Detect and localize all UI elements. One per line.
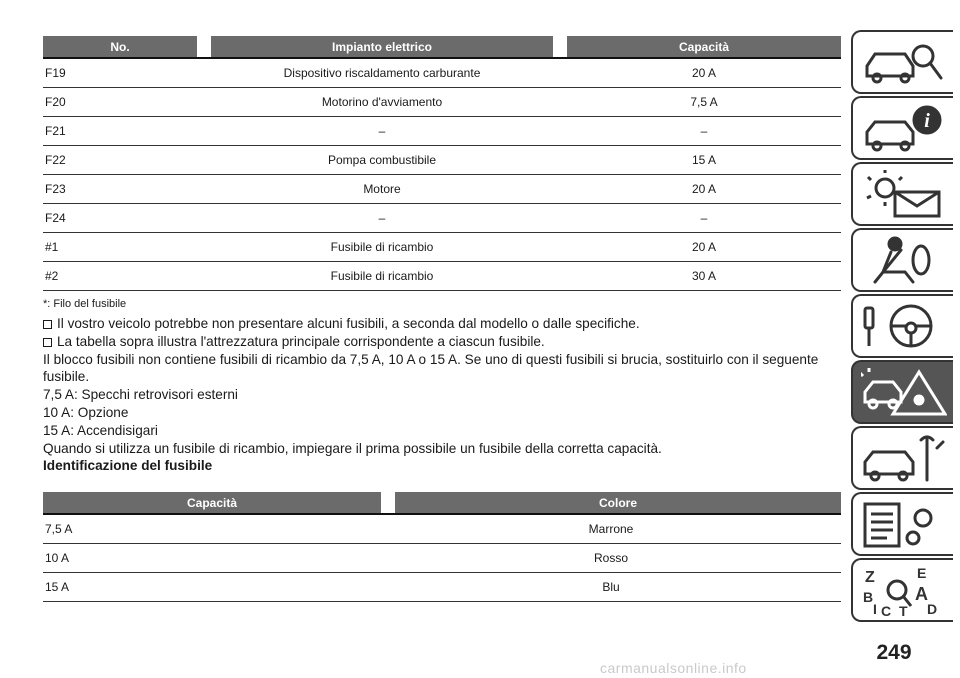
section-heading: Identificazione del fusibile bbox=[43, 458, 213, 474]
fuse-table-header bbox=[43, 36, 841, 58]
table-row: 15 A Blu bbox=[43, 573, 841, 602]
chapter-tabs bbox=[851, 30, 960, 624]
header-no: No. bbox=[43, 36, 197, 58]
svg-text:A: A bbox=[915, 584, 928, 604]
svg-text:i: i bbox=[924, 110, 930, 132]
tab-maintenance[interactable] bbox=[851, 426, 953, 490]
specs-gear-icon bbox=[861, 500, 947, 550]
main-content bbox=[43, 36, 841, 602]
spare-line-1: 7,5 A: Specchi retrovisori esterni bbox=[43, 387, 238, 403]
spare-line-3: 15 A: Accendisigari bbox=[43, 422, 158, 438]
body-text bbox=[43, 315, 841, 475]
seat-airbag-icon bbox=[861, 236, 947, 286]
note-2: La tabella sopra illustra l'attrezzatura principale corrispondente a ciascun fusibile. bbox=[43, 333, 841, 351]
header-impianto: Impianto elettrico bbox=[211, 36, 553, 58]
note-1: Il vostro veicolo potrebbe non presentare alcuni fusibili, a seconda dal modello o dalle specifiche. bbox=[43, 315, 841, 333]
svg-text:C: C bbox=[881, 603, 892, 616]
header-capacita: Capacità bbox=[43, 492, 381, 514]
tab-warning-lights[interactable] bbox=[851, 162, 953, 226]
svg-text:D: D bbox=[927, 601, 938, 616]
car-search-icon bbox=[861, 38, 947, 88]
table-row: 7,5 A Marrone bbox=[43, 514, 841, 544]
color-table-header bbox=[43, 492, 841, 514]
checkbox-bullet-icon bbox=[43, 338, 52, 347]
paragraph-1: Il blocco fusibili non contiene fusibili di ricambio da 7,5 A, 10 A o 15 A. Se uno di questi fusibili si brucia, sostituirlo con il seguente fusibile. bbox=[43, 351, 819, 385]
table-row: #1 Fusibile di ricambio 20 A bbox=[43, 233, 841, 262]
svg-text:B: B bbox=[863, 589, 874, 605]
checkbox-bullet-icon bbox=[43, 320, 52, 329]
svg-text:I: I bbox=[873, 601, 877, 616]
table-row: 10 A Rosso bbox=[43, 544, 841, 573]
table-row: F20 Motorino d'avviamento 7,5 A bbox=[43, 88, 841, 117]
paragraph-2: Quando si utilizza un fusibile di ricambio, impiegare il prima possibile un fusibile della corretta capacità. bbox=[43, 440, 662, 456]
tab-steering-key[interactable] bbox=[851, 294, 953, 358]
table-row: F21 – – bbox=[43, 117, 841, 146]
car-emergency-icon bbox=[861, 368, 947, 418]
tab-seat-airbag[interactable] bbox=[851, 228, 953, 292]
footnote: *: Filo del fusibile bbox=[43, 298, 127, 310]
header-colore: Colore bbox=[395, 492, 841, 514]
alphabet-index-icon bbox=[861, 566, 947, 616]
page-number: 249 bbox=[876, 641, 912, 664]
table-row: #2 Fusibile di ricambio 30 A bbox=[43, 262, 841, 291]
tab-car-info[interactable] bbox=[851, 96, 953, 160]
warning-lights-icon bbox=[861, 170, 947, 220]
spare-line-2: 10 A: Opzione bbox=[43, 404, 129, 420]
tab-emergency[interactable] bbox=[851, 360, 953, 424]
tab-index[interactable] bbox=[851, 558, 953, 622]
svg-text:T: T bbox=[899, 603, 908, 616]
table-row: F24 – – bbox=[43, 204, 841, 233]
tab-car-search[interactable] bbox=[851, 30, 953, 94]
table-row: F19 Dispositivo riscaldamento carburante 20 A bbox=[43, 58, 841, 88]
table-row: F22 Pompa combustibile 15 A bbox=[43, 146, 841, 175]
fuse-table bbox=[43, 36, 841, 291]
watermark: carmanualsonline.info bbox=[600, 660, 747, 676]
steering-wheel-key-icon bbox=[861, 302, 947, 352]
car-maintenance-icon bbox=[861, 434, 947, 484]
color-table bbox=[43, 492, 841, 602]
table-row: F23 Motore 20 A bbox=[43, 175, 841, 204]
svg-text:Z: Z bbox=[865, 569, 875, 586]
svg-text:E: E bbox=[917, 566, 927, 581]
car-info-icon bbox=[861, 104, 947, 154]
tab-specs[interactable] bbox=[851, 492, 953, 556]
header-capacita: Capacità bbox=[567, 36, 841, 58]
